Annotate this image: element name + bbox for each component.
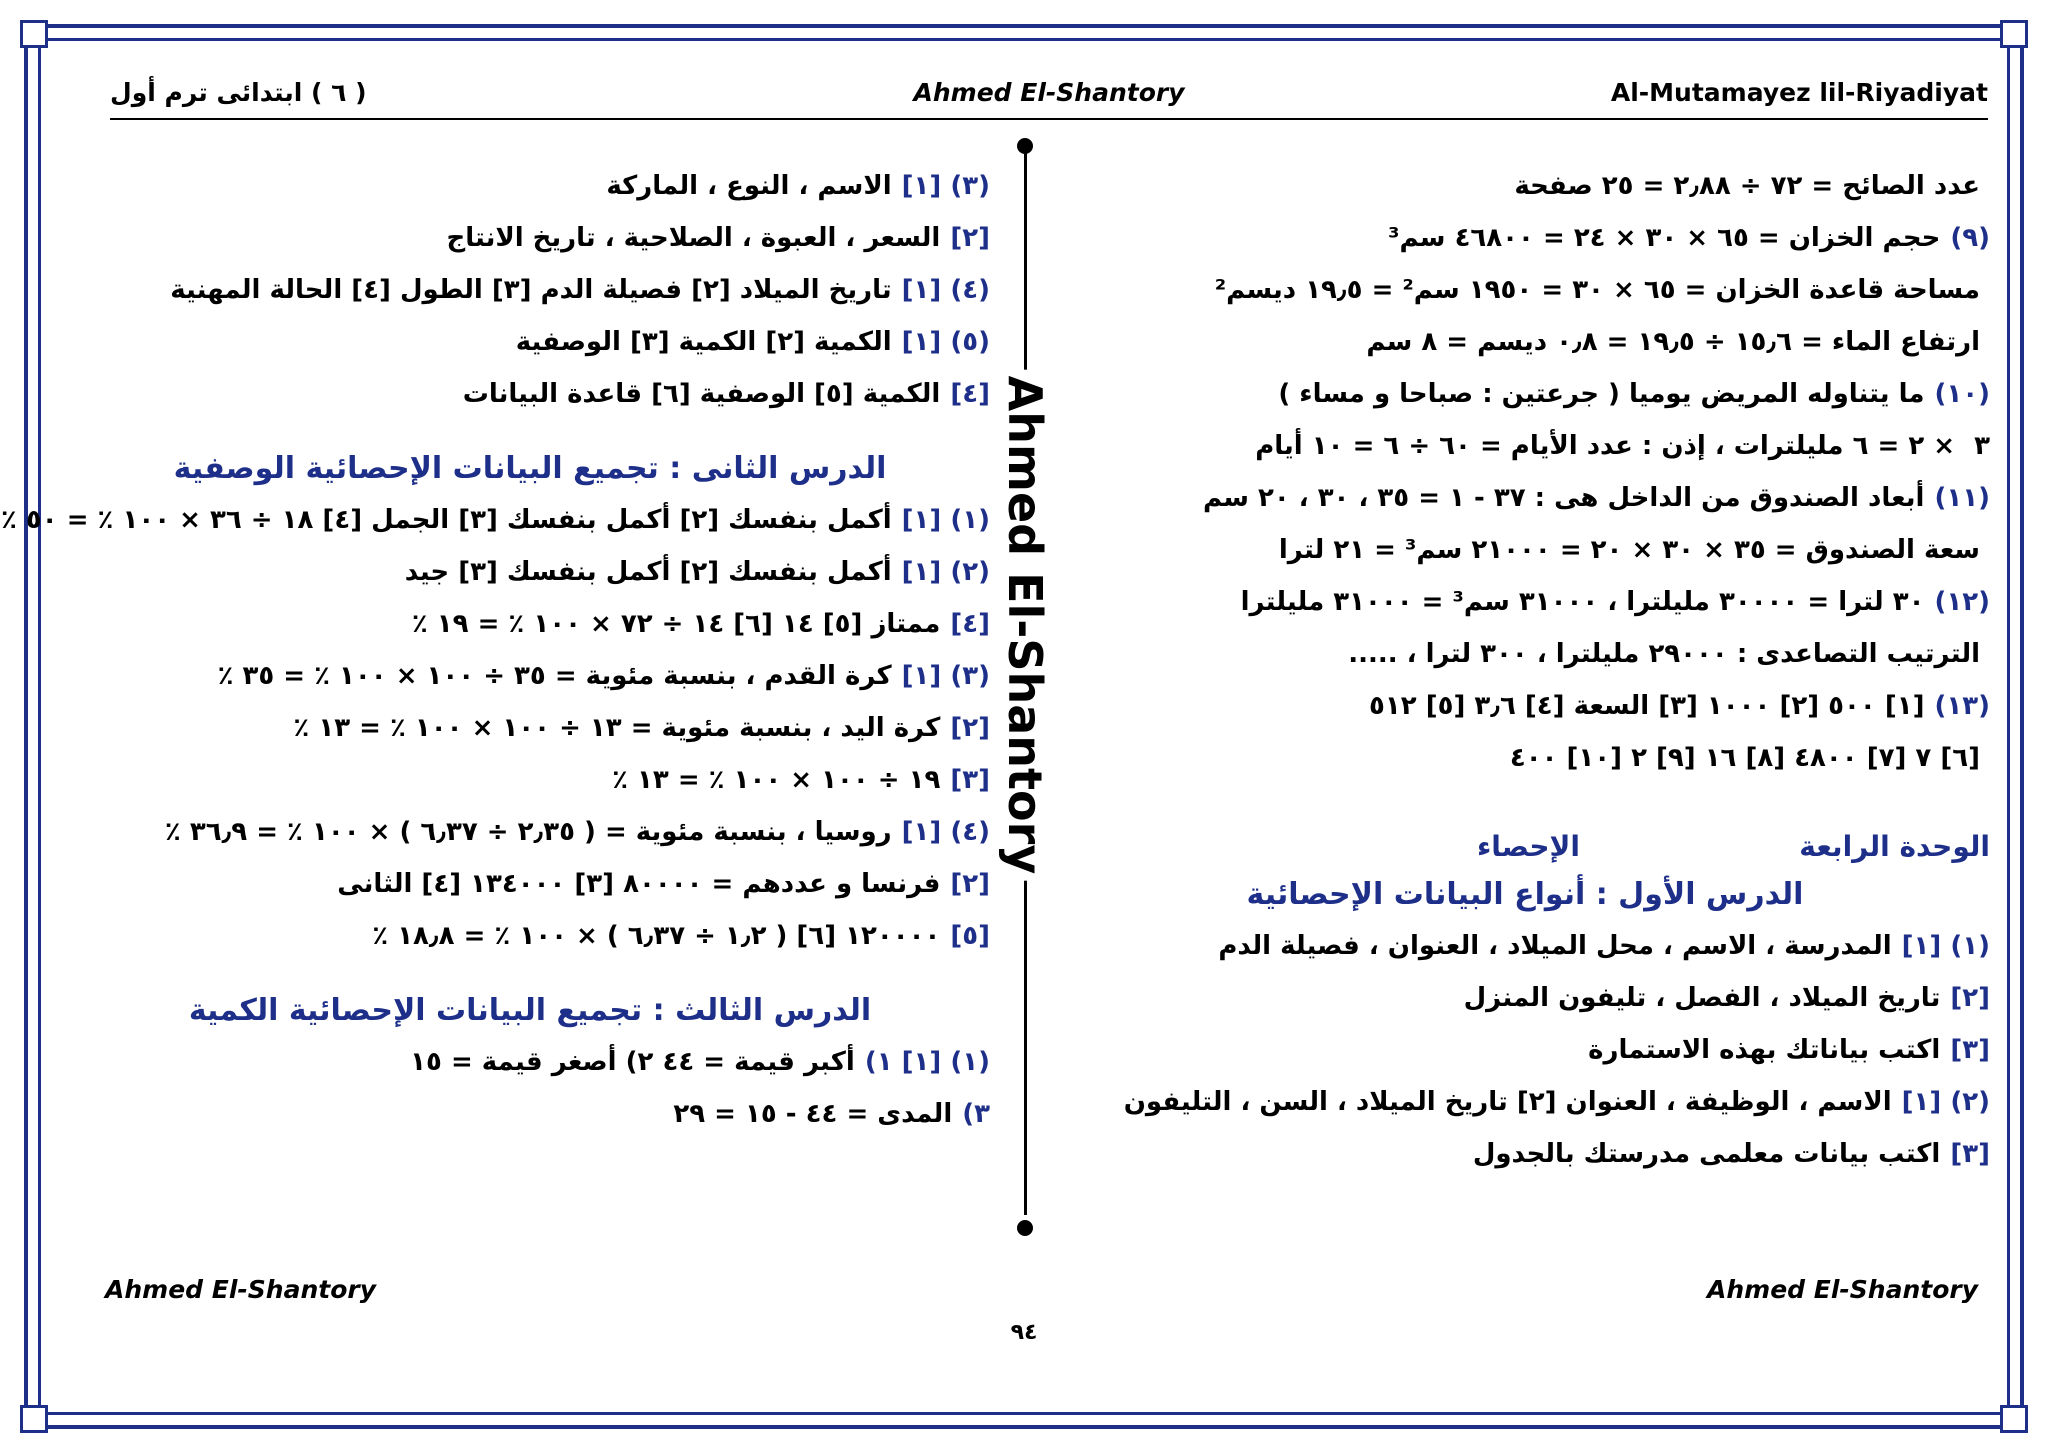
- answer-text: [٦] ٧ [٧] ٤٨٠٠ [٨] ١٦ [٩] ٢ [١٠] ٤٠٠: [1509, 743, 1980, 773]
- answer-text: أكمل بنفسك [٢] أكمل بنفسك [٣] الجمل [٤] ١٨ ÷ ٣٦ × ١٠٠ ٪ = ٥٠ ٪: [1, 505, 892, 535]
- answer-number: [٤]: [950, 609, 990, 639]
- answer-text: الاسم ، النوع ، الماركة: [606, 171, 892, 201]
- answer-text: ١٢٠٠٠٠ [٦] ( ١٫٢ ÷ ٦٫٣٧ ) × ١٠٠ ٪ = ١٨٫٨ ٪: [372, 921, 941, 951]
- answer-line: [1060, 1128, 1990, 1180]
- frame-corner: [20, 1405, 48, 1433]
- answer-text: اكتب بياناتك بهذه الاستمارة: [1588, 1035, 1941, 1065]
- answer-line: [1060, 420, 1990, 472]
- divider-dot: [1017, 1220, 1033, 1236]
- answer-line: [70, 212, 990, 264]
- answer-text: [١] ٥٠٠ [٢] ١٠٠٠ [٣] السعة [٤] ٣٫٦ [٥] ٥١٢: [1369, 691, 1925, 721]
- answer-line: [70, 1088, 990, 1140]
- answer-number: (٣) [١]: [901, 171, 990, 201]
- answer-line: [1060, 368, 1990, 420]
- answer-text: أكبر قيمة = ٤٤ ٢) أصغر قيمة = ١٥: [410, 1047, 855, 1077]
- right-column: [1060, 160, 1990, 1180]
- lesson-heading: الدرس الأول : أنواع البيانات الإحصائية: [1246, 877, 1804, 912]
- answer-number: (٢) [١]: [1901, 1087, 1990, 1117]
- answer-number: ٣): [962, 1099, 990, 1129]
- answer-text: الاسم ، الوظيفة ، العنوان [٢] تاريخ الميلاد ، السن ، التليفون: [1123, 1087, 1892, 1117]
- answer-line: [70, 546, 990, 598]
- answer-text: المدى = ٤٤ - ١٥ = ٢٩: [673, 1099, 953, 1129]
- answer-text: المدرسة ، الاسم ، محل الميلاد ، العنوان ، فصيلة الدم: [1218, 931, 1892, 961]
- answer-text: أبعاد الصندوق من الداخل هى : ٣٧ - ١ = ٣٥ ، ٣٠ ، ٢٠ سم: [1202, 483, 1925, 513]
- footer-author-left: Ahmed El-Shantory: [105, 1275, 376, 1304]
- answer-number: (٢) [١]: [901, 557, 990, 587]
- answer-line: [70, 160, 990, 212]
- answer-number: [٢]: [950, 223, 990, 253]
- answer-line: [1060, 576, 1990, 628]
- answer-line: [1060, 732, 1990, 784]
- unit-title: الإحصاء: [1476, 830, 1580, 863]
- answer-number: [٢]: [1950, 983, 1990, 1013]
- answer-line: [1060, 680, 1990, 732]
- answer-line: [1060, 524, 1990, 576]
- answer-text: أكمل بنفسك [٢] أكمل بنفسك [٣] جيد: [404, 557, 892, 587]
- answer-line: [1060, 1024, 1990, 1076]
- answer-line: [1060, 1076, 1990, 1128]
- unit-heading: [1060, 824, 1990, 870]
- answer-number: (١) [١] ١): [864, 1047, 990, 1077]
- page-number: ٩٤: [1010, 1320, 1038, 1345]
- answer-text: اكتب بيانات معلمى مدرستك بالجدول: [1472, 1139, 1941, 1169]
- answer-line: [70, 368, 990, 420]
- answer-line: [70, 1036, 990, 1088]
- answer-text: سعة الصندوق = ٣٥ × ٣٠ × ٢٠ = ٢١٠٠٠ سم³ = ٢١ لترا: [1278, 535, 1980, 565]
- answer-line: [70, 806, 990, 858]
- answer-line: [70, 650, 990, 702]
- answer-number: [٣]: [1950, 1035, 1990, 1065]
- answer-number: [٥]: [950, 921, 990, 951]
- header-book-title: Al-Mutamayez lil-Riyadiyat: [1610, 78, 1988, 107]
- unit-label: الوحدة الرابعة: [1799, 830, 1990, 863]
- answer-text: مساحة قاعدة الخزان = ٦٥ × ٣٠ = ١٩٥٠ سم² = ١٩٫٥ ديسم²: [1214, 275, 1980, 305]
- answer-number: [٤]: [950, 379, 990, 409]
- answer-text: كرة القدم ، بنسبة مئوية = ٣٥ ÷ ١٠٠ × ١٠٠ ٪ = ٣٥ ٪: [217, 661, 892, 691]
- answer-text: ما يتناوله المريض يوميا ( جرعتين : صباحا و مساء ): [1278, 379, 1925, 409]
- lesson-heading: الدرس الثانى : تجميع البيانات الإحصائية الوصفية: [173, 451, 887, 486]
- answer-text: الترتيب التصاعدى : ٢٩٠٠٠ مليلترا ، ٣٠٠ لترا ، .....: [1348, 639, 1980, 669]
- answer-line: [1060, 920, 1990, 972]
- answer-number: (٣) [١]: [901, 661, 990, 691]
- answer-number: (١) [١]: [1901, 931, 1990, 961]
- answer-text: ممتاز [٥] ١٤ [٦] ١٤ ÷ ٧٢ × ١٠٠ ٪ = ١٩ ٪: [411, 609, 941, 639]
- answer-number: (١٣): [1934, 691, 1990, 721]
- answer-line: [70, 702, 990, 754]
- answer-text: عدد الصائح = ٧٢ ÷ ٢٫٨٨ = ٢٥ صفحة: [1514, 171, 1980, 201]
- answer-text: روسيا ، بنسبة مئوية = ( ٢٫٣٥ ÷ ٦٫٣٧ ) × ١٠٠ ٪ = ٣٦٫٩ ٪: [164, 817, 892, 847]
- answer-number: (١١): [1934, 483, 1990, 513]
- answer-line: [1060, 160, 1990, 212]
- answer-text: تاريخ الميلاد ، الفصل ، تليفون المنزل: [1463, 983, 1941, 1013]
- answer-line: [1060, 212, 1990, 264]
- answer-number: (٩): [1950, 223, 1990, 253]
- answer-text: كرة اليد ، بنسبة مئوية = ١٣ ÷ ١٠٠ × ١٠٠ ٪ = ١٣ ٪: [293, 713, 941, 743]
- answer-text: ١٩ ÷ ١٠٠ × ١٠٠ ٪ = ١٣ ٪: [612, 765, 941, 795]
- answer-line: [1060, 264, 1990, 316]
- header-grade: ( ٦ ) ابتدائى ترم أول: [110, 78, 367, 107]
- answer-number: (١) [١]: [901, 505, 990, 535]
- divider-author-name: Ahmed El-Shantory: [998, 370, 1052, 881]
- answer-number: [٣]: [950, 765, 990, 795]
- answer-line: [70, 264, 990, 316]
- answer-text: فرنسا و عددهم = ٨٠٠٠٠ [٣] ١٣٤٠٠٠ [٤] الثانى: [337, 869, 941, 899]
- answer-text: الكمية [٢] الكمية [٣] الوصفية: [515, 327, 892, 357]
- answer-line: [1, 494, 990, 546]
- header-author: Ahmed El-Shantory: [913, 78, 1185, 107]
- answer-line: [1060, 628, 1990, 680]
- answer-number: [٢]: [950, 869, 990, 899]
- frame-corner: [2000, 20, 2028, 48]
- answer-text: السعر ، العبوة ، الصلاحية ، تاريخ الانتاج: [446, 223, 941, 253]
- answer-text: ٣٠ لترا = ٣٠٠٠٠ مليلترا ، ٣١٠٠٠ سم³ = ٣١٠٠٠ مليلترا: [1240, 587, 1925, 617]
- answer-number: (٤) [١]: [901, 817, 990, 847]
- answer-text: الكمية [٥] الوصفية [٦] قاعدة البيانات: [462, 379, 941, 409]
- answer-number: [٣]: [1950, 1139, 1990, 1169]
- divider-dot: [1017, 138, 1033, 154]
- answer-text: تاريخ الميلاد [٢] فصيلة الدم [٣] الطول [٤] الحالة المهنية: [170, 275, 892, 305]
- answer-line: [70, 316, 990, 368]
- answer-number: (١٠): [1934, 379, 1990, 409]
- answer-line: [70, 858, 990, 910]
- answer-text: ٣ × ٢ = ٦ مليلترات ، إذن : عدد الأيام = ٦٠ ÷ ٦ = ١٠ أيام: [1255, 431, 1990, 461]
- page-header: [110, 78, 1988, 120]
- answer-number: (٤) [١]: [901, 275, 990, 305]
- answer-text: حجم الخزان = ٦٥ × ٣٠ × ٢٤ = ٤٦٨٠٠ سم³: [1388, 223, 1941, 253]
- answer-line: [70, 910, 990, 962]
- answer-text: ارتفاع الماء = ١٥٫٦ ÷ ١٩٫٥ = ٠٫٨ ديسم = ٨ سم: [1366, 327, 1980, 357]
- answer-line: [1060, 316, 1990, 368]
- answer-line: [70, 754, 990, 806]
- frame-corner: [20, 20, 48, 48]
- answer-number: [٢]: [950, 713, 990, 743]
- frame-corner: [2000, 1405, 2028, 1433]
- left-column: [1, 160, 990, 1140]
- answer-number: (١٢): [1934, 587, 1990, 617]
- lesson-heading: الدرس الثالث : تجميع البيانات الإحصائية الكمية: [188, 993, 872, 1028]
- answer-line: [1060, 972, 1990, 1024]
- answer-number: (٥) [١]: [901, 327, 990, 357]
- footer-author-right: Ahmed El-Shantory: [1707, 1275, 1978, 1304]
- answer-line: [70, 598, 990, 650]
- answer-line: [1060, 472, 1990, 524]
